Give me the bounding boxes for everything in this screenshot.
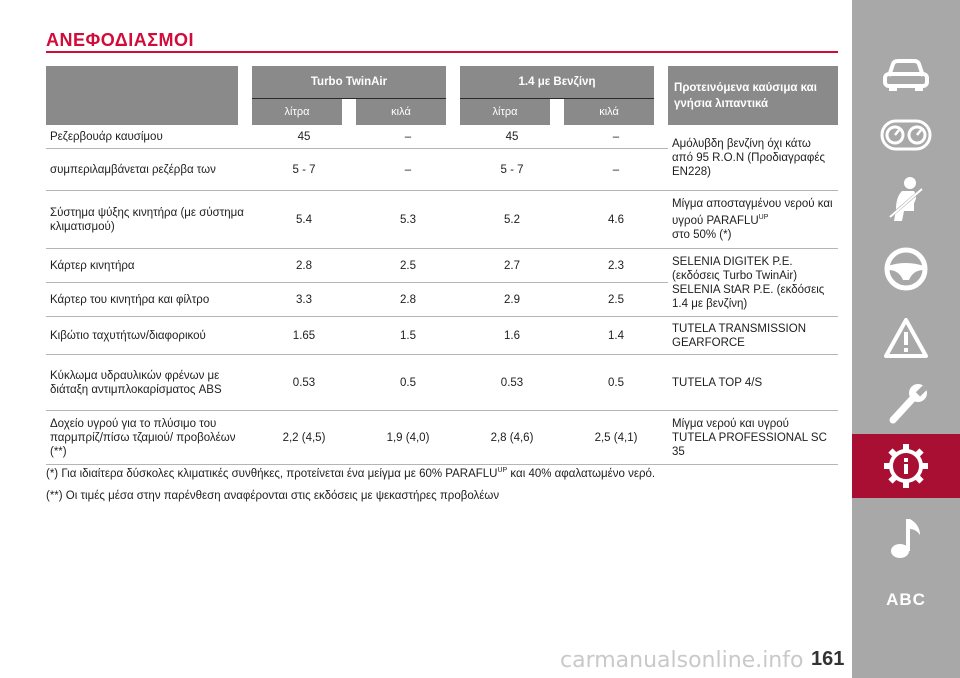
cell-value: – xyxy=(564,125,668,149)
cell-value: 2.5 xyxy=(564,283,668,317)
page-number: 161 xyxy=(811,648,845,670)
watermark: carmanualsonline.info xyxy=(560,648,804,673)
title-underline xyxy=(46,51,838,53)
sidebar-item-technical-data[interactable] xyxy=(852,434,960,498)
sidebar-abc-label: ABC xyxy=(886,590,926,609)
table-row xyxy=(46,317,838,355)
row-label: Ρεζερβουάρ καυσίμου xyxy=(46,125,252,149)
row-label: Κάρτερ του κινητήρα και φίλτρο xyxy=(46,283,252,317)
cell-value: 1.4 xyxy=(564,317,668,355)
sidebar-item-safety[interactable] xyxy=(852,168,960,232)
cell-value: 2.3 xyxy=(564,249,668,283)
header-engine-1-4-petrol: 1.4 με Βενζίνη xyxy=(460,66,654,98)
sidebar-item-index[interactable] xyxy=(852,582,960,618)
sidebar-item-maintenance[interactable] xyxy=(852,374,960,436)
note-fuel: Αμόλυβδη βενζίνη όχι κάτω από 95 R.O.N (Προδιαγραφές EN228) xyxy=(668,125,838,191)
note-coolant xyxy=(668,191,838,249)
cell-value: 0.53 xyxy=(460,355,564,411)
seatbelt-person-icon xyxy=(884,175,928,225)
row-label: συμπεριλαμβάνεται ρεζέρβα των xyxy=(46,149,252,191)
cell-value: 1.65 xyxy=(252,317,356,355)
sidebar-item-car[interactable] xyxy=(852,44,960,104)
dashboard-gauges-icon xyxy=(880,119,932,151)
cell-value: 1.5 xyxy=(356,317,460,355)
cell-value: 5.3 xyxy=(356,191,460,249)
header-unit-kilos: κιλά xyxy=(564,98,654,125)
note-brakes: TUTELA TOP 4/S xyxy=(668,355,838,411)
sidebar-item-multimedia[interactable] xyxy=(852,508,960,568)
chapter-sidebar xyxy=(852,0,960,678)
section-title: ΑΝΕΦΟΔΙΑΣΜΟΙ xyxy=(46,30,195,50)
table-row xyxy=(46,125,838,149)
cell-value: 4.6 xyxy=(564,191,668,249)
row-label: Κύκλωμα υδραυλικών φρένων με διάταξη αντιμπλοκαρίσματος ABS xyxy=(46,355,252,411)
cell-value: 5.4 xyxy=(252,191,356,249)
cell-value: 45 xyxy=(252,125,356,149)
note-coolant-line1: Μίγμα αποσταγμένου νερού και υγρού PARAFLU xyxy=(672,198,833,227)
music-note-icon xyxy=(886,515,926,561)
cell-value: 45 xyxy=(460,125,564,149)
header-blank-cell xyxy=(46,66,238,125)
cell-value: 0.5 xyxy=(564,355,668,411)
table-row xyxy=(46,355,838,411)
cell-value: 5 - 7 xyxy=(460,149,564,191)
cell-value: – xyxy=(356,125,460,149)
cell-value: – xyxy=(356,149,460,191)
cell-value: 1,9 (4,0) xyxy=(356,411,460,465)
row-label: Δοχείο υγρού για το πλύσιμο του παρμπρίζ/πίσω τζαμιού/ προβολέων (**) xyxy=(46,411,252,465)
gear-info-icon xyxy=(882,442,930,490)
footnote-1: (*) Για ιδιαίτερα δύσκολες κλιματικές συνθήκες, προτείνεται ένα μείγμα με 60% $PARAFLU^{UP}$ και 40% αφαλατωμένο νερό. xyxy=(46,467,656,480)
cell-value: 2.5 xyxy=(356,249,460,283)
table-row xyxy=(46,411,838,465)
cell-value: 5 - 7 xyxy=(252,149,356,191)
header-engine-turbo-twinair: Turbo TwinAir xyxy=(252,66,446,98)
note-engine-oil: SELENIA DIGITEK P.E. (εκδόσεις Turbo TwinAir) SELENIA StAR P.E. (εκδόσεις 1.4 με βενζίνη) xyxy=(668,249,838,317)
cell-value: 2.8 xyxy=(252,249,356,283)
warning-triangle-icon xyxy=(883,317,929,359)
table-row xyxy=(46,191,838,249)
capacities-table xyxy=(46,66,838,465)
cell-value: 3.3 xyxy=(252,283,356,317)
sidebar-item-emergency[interactable] xyxy=(852,308,960,368)
cell-value: 2,2 (4,5) xyxy=(252,411,356,465)
note-coolant-sup: UP xyxy=(758,214,769,221)
header-unit-liters: λίτρα xyxy=(460,98,550,125)
note-washer: Μίγμα νερού και υγρού TUTELA PROFESSIONAL SC 35 xyxy=(668,411,838,465)
table-row xyxy=(46,249,838,283)
cell-value: 2.8 xyxy=(356,283,460,317)
cell-value: 0.5 xyxy=(356,355,460,411)
row-label: Κάρτερ κινητήρα xyxy=(46,249,252,283)
sidebar-item-dashboard[interactable] xyxy=(852,108,960,162)
header-row-engines xyxy=(46,66,838,98)
sidebar-item-driving[interactable] xyxy=(852,238,960,300)
header-recommended-fluids: Προτεινόμενα καύσιμα και γνήσια λιπαντικά xyxy=(668,66,838,125)
car-icon xyxy=(881,54,931,94)
note-gearbox: TUTELA TRANSMISSION GEARFORCE xyxy=(668,317,838,355)
header-unit-kilos: κιλά xyxy=(356,98,446,125)
cell-value: – xyxy=(564,149,668,191)
cell-value: 1.6 xyxy=(460,317,564,355)
cell-value: 2.9 xyxy=(460,283,564,317)
cell-value: 2.7 xyxy=(460,249,564,283)
wrench-icon xyxy=(883,382,929,428)
row-label: Κιβώτιο ταχυτήτων/διαφορικού xyxy=(46,317,252,355)
steering-wheel-icon xyxy=(883,246,929,292)
cell-value: 2,5 (4,1) xyxy=(564,411,668,465)
cell-value: 5.2 xyxy=(460,191,564,249)
cell-value: 0.53 xyxy=(252,355,356,411)
note-coolant-line2: στο 50% (*) xyxy=(672,229,732,241)
cell-value: 2,8 (4,6) xyxy=(460,411,564,465)
header-unit-liters: λίτρα xyxy=(252,98,342,125)
row-label: Σύστημα ψύξης κινητήρα (με σύστημα κλιματισμού) xyxy=(46,191,252,249)
footnote-2: (**) Οι τιμές μέσα στην παρένθεση αναφέρονται στις εκδόσεις με ψεκαστήρες προβολέων xyxy=(46,490,500,502)
